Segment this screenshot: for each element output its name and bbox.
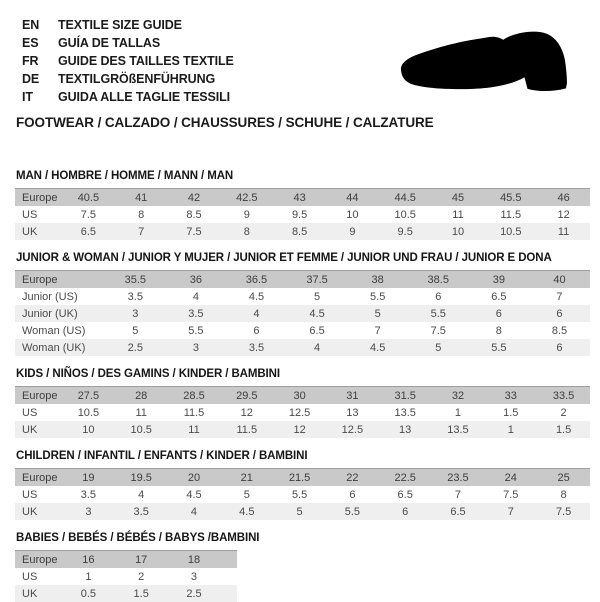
size-value: 6 xyxy=(529,305,590,322)
size-value: 5 xyxy=(408,339,469,356)
size-value: 2 xyxy=(537,404,590,421)
size-value: 23.5 xyxy=(432,469,485,487)
language-code: DE xyxy=(22,72,40,86)
size-value: 4.5 xyxy=(347,339,408,356)
size-value: 46 xyxy=(537,189,590,207)
size-value: 7.5 xyxy=(408,322,469,339)
size-value: 31.5 xyxy=(379,387,432,405)
size-value: 7.5 xyxy=(537,503,590,520)
size-value: 7.5 xyxy=(168,223,221,240)
language-code: IT xyxy=(22,90,33,104)
size-value: 6 xyxy=(529,339,590,356)
spacer-cell xyxy=(220,568,237,585)
size-value: 25 xyxy=(537,469,590,487)
size-value: 6 xyxy=(469,305,530,322)
size-table xyxy=(15,468,590,520)
language-label: TEXTILE SIZE GUIDE xyxy=(58,18,182,32)
size-value: 1 xyxy=(432,404,485,421)
size-value: 9 xyxy=(220,206,273,223)
size-value: 28 xyxy=(115,387,168,405)
size-value: 5.5 xyxy=(347,288,408,305)
size-value: 43 xyxy=(273,189,326,207)
size-value: 6.5 xyxy=(62,223,115,240)
size-value: 11.5 xyxy=(168,404,221,421)
size-value: 38.5 xyxy=(408,271,469,289)
size-table xyxy=(15,550,237,602)
size-value: 9 xyxy=(326,223,379,240)
size-table xyxy=(15,188,590,240)
language-label: TEXTILGRÖßENFÜHRUNG xyxy=(58,72,216,86)
size-value: 4 xyxy=(168,503,221,520)
size-value: 12.5 xyxy=(326,421,379,438)
row-label: US xyxy=(15,486,62,503)
row-label: Woman (UK) xyxy=(15,339,105,356)
size-value: 44 xyxy=(326,189,379,207)
size-value: 3.5 xyxy=(115,503,168,520)
size-value: 3.5 xyxy=(105,288,166,305)
section-title: CHILDREN / INFANTIL / ENFANTS / KINDER / BAMBINI xyxy=(16,450,308,462)
size-value: 20 xyxy=(168,469,221,487)
category-title: FOOTWEAR / CALZADO / CHAUSSURES / SCHUHE / CALZATURE xyxy=(16,115,434,130)
row-label: US xyxy=(15,404,62,421)
size-value: 42 xyxy=(168,189,221,207)
size-value: 4 xyxy=(287,339,348,356)
size-value: 5.5 xyxy=(166,322,227,339)
table-row xyxy=(15,568,237,585)
size-value: 4.5 xyxy=(168,486,221,503)
size-value: 35.5 xyxy=(105,271,166,289)
size-value: 6 xyxy=(379,503,432,520)
size-value: 4 xyxy=(166,288,227,305)
size-value: 22.5 xyxy=(379,469,432,487)
row-label: Junior (US) xyxy=(15,288,105,305)
size-value: 7.5 xyxy=(62,206,115,223)
row-label: Europe xyxy=(15,271,105,289)
size-value: 45.5 xyxy=(484,189,537,207)
table-row xyxy=(15,404,590,421)
size-value: 7 xyxy=(432,486,485,503)
size-value: 24 xyxy=(484,469,537,487)
size-value: 29.5 xyxy=(220,387,273,405)
size-value: 4.5 xyxy=(226,288,287,305)
size-value: 7.5 xyxy=(484,486,537,503)
size-value: 6 xyxy=(326,486,379,503)
size-value: 40.5 xyxy=(62,189,115,207)
size-value: 22 xyxy=(326,469,379,487)
table-row xyxy=(15,223,590,240)
size-value: 6.5 xyxy=(379,486,432,503)
size-value: 30 xyxy=(273,387,326,405)
table-row xyxy=(15,469,590,487)
size-value: 3.5 xyxy=(166,305,227,322)
size-value: 39 xyxy=(469,271,530,289)
size-value: 44.5 xyxy=(379,189,432,207)
size-value: 6 xyxy=(408,288,469,305)
size-value: 8 xyxy=(469,322,530,339)
size-value: 4 xyxy=(115,486,168,503)
size-value: 3 xyxy=(166,339,227,356)
table-row xyxy=(15,387,590,405)
language-code: EN xyxy=(22,18,40,32)
table-row xyxy=(15,206,590,223)
size-value: 8.5 xyxy=(273,223,326,240)
size-value: 1.5 xyxy=(484,404,537,421)
size-tables xyxy=(0,170,600,602)
size-value: 11 xyxy=(537,223,590,240)
page-header xyxy=(0,0,600,130)
table-row xyxy=(15,305,590,322)
size-value: 3 xyxy=(62,503,115,520)
size-value: 3.5 xyxy=(226,339,287,356)
size-table xyxy=(15,270,590,356)
language-label: GUIDA ALLE TAGLIE TESSILI xyxy=(58,90,231,104)
size-value: 3.5 xyxy=(62,486,115,503)
size-value: 32 xyxy=(432,387,485,405)
size-value: 13.5 xyxy=(432,421,485,438)
language-label: GUÍA DE TALLAS xyxy=(58,36,161,50)
size-value: 4 xyxy=(226,305,287,322)
size-value: 7 xyxy=(484,503,537,520)
size-value: 8 xyxy=(537,486,590,503)
size-value: 7 xyxy=(347,322,408,339)
table-row xyxy=(15,189,590,207)
dress-shoe-icon xyxy=(398,26,570,94)
table-row xyxy=(15,271,590,289)
size-value: 21.5 xyxy=(273,469,326,487)
size-value: 10.5 xyxy=(115,421,168,438)
size-value: 6.5 xyxy=(469,288,530,305)
size-value: 10.5 xyxy=(62,404,115,421)
size-value: 5 xyxy=(347,305,408,322)
size-value: 4.5 xyxy=(220,503,273,520)
size-value: 17 xyxy=(115,551,168,569)
size-value: 28.5 xyxy=(168,387,221,405)
size-value: 12 xyxy=(273,421,326,438)
table-row xyxy=(15,322,590,339)
size-value: 6.5 xyxy=(287,322,348,339)
row-label: US xyxy=(15,206,62,223)
size-value: 1.5 xyxy=(115,585,168,602)
size-value: 7 xyxy=(529,288,590,305)
size-value: 19 xyxy=(62,469,115,487)
size-value: 13.5 xyxy=(379,404,432,421)
size-value: 5.5 xyxy=(469,339,530,356)
size-value: 11.5 xyxy=(484,206,537,223)
size-value: 5 xyxy=(105,322,166,339)
size-value: 18 xyxy=(168,551,221,569)
size-section xyxy=(0,368,600,438)
size-value: 36.5 xyxy=(226,271,287,289)
size-value: 6.5 xyxy=(432,503,485,520)
row-label: UK xyxy=(15,223,62,240)
table-row xyxy=(15,486,590,503)
section-title: JUNIOR & WOMAN / JUNIOR Y MUJER / JUNIOR ET FEMME / JUNIOR UND FRAU / JUNIOR E DONA xyxy=(16,252,552,264)
size-value: 33.5 xyxy=(537,387,590,405)
size-value: 10 xyxy=(432,223,485,240)
size-value: 2.5 xyxy=(105,339,166,356)
size-value: 5.5 xyxy=(273,486,326,503)
row-label: US xyxy=(15,568,62,585)
size-value: 21 xyxy=(220,469,273,487)
size-value: 8.5 xyxy=(529,322,590,339)
table-row xyxy=(15,551,237,569)
spacer-cell xyxy=(220,551,237,569)
size-value: 27.5 xyxy=(62,387,115,405)
size-value: 1.5 xyxy=(537,421,590,438)
section-title: KIDS / NIÑOS / DES GAMINS / KINDER / BAMBINI xyxy=(16,368,280,380)
size-value: 40 xyxy=(529,271,590,289)
size-section xyxy=(0,450,600,520)
size-value: 5.5 xyxy=(326,503,379,520)
size-value: 8 xyxy=(115,206,168,223)
size-value: 4.5 xyxy=(287,305,348,322)
row-label: Europe xyxy=(15,469,62,487)
language-code: ES xyxy=(22,36,39,50)
size-value: 12 xyxy=(537,206,590,223)
row-label: UK xyxy=(15,421,62,438)
table-row xyxy=(15,421,590,438)
row-label: UK xyxy=(15,503,62,520)
size-value: 6 xyxy=(226,322,287,339)
size-value: 31 xyxy=(326,387,379,405)
size-value: 37.5 xyxy=(287,271,348,289)
table-row xyxy=(15,503,590,520)
size-value: 3 xyxy=(168,568,221,585)
language-code: FR xyxy=(22,54,39,68)
size-value: 13 xyxy=(326,404,379,421)
size-section xyxy=(0,252,600,356)
size-value: 5 xyxy=(287,288,348,305)
size-value: 13 xyxy=(379,421,432,438)
size-value: 11 xyxy=(168,421,221,438)
size-value: 41 xyxy=(115,189,168,207)
table-row xyxy=(15,339,590,356)
size-value: 1 xyxy=(62,568,115,585)
row-label: UK xyxy=(15,585,62,602)
spacer-cell xyxy=(220,585,237,602)
size-value: 42.5 xyxy=(220,189,273,207)
size-value: 10 xyxy=(326,206,379,223)
size-value: 1 xyxy=(484,421,537,438)
size-value: 38 xyxy=(347,271,408,289)
size-value: 2 xyxy=(115,568,168,585)
size-value: 11.5 xyxy=(220,421,273,438)
section-title: BABIES / BEBÉS / BÉBÉS / BABYS /BAMBINI xyxy=(16,532,260,544)
row-label: Junior (UK) xyxy=(15,305,105,322)
size-value: 9.5 xyxy=(379,223,432,240)
size-value: 19.5 xyxy=(115,469,168,487)
size-table xyxy=(15,386,590,438)
size-value: 12 xyxy=(220,404,273,421)
row-label: Europe xyxy=(15,189,62,207)
size-section xyxy=(0,170,600,240)
size-value: 0.5 xyxy=(62,585,115,602)
size-value: 12.5 xyxy=(273,404,326,421)
row-label: Europe xyxy=(15,551,62,569)
size-value: 5 xyxy=(273,503,326,520)
size-value: 9.5 xyxy=(273,206,326,223)
size-value: 33 xyxy=(484,387,537,405)
size-value: 10 xyxy=(62,421,115,438)
size-value: 45 xyxy=(432,189,485,207)
size-value: 5 xyxy=(220,486,273,503)
size-value: 3 xyxy=(105,305,166,322)
table-row xyxy=(15,288,590,305)
size-value: 11 xyxy=(432,206,485,223)
section-title: MAN / HOMBRE / HOMME / MANN / MAN xyxy=(16,170,234,182)
size-value: 36 xyxy=(166,271,227,289)
size-value: 5.5 xyxy=(408,305,469,322)
row-label: Woman (US) xyxy=(15,322,105,339)
size-value: 8.5 xyxy=(168,206,221,223)
size-value: 10.5 xyxy=(379,206,432,223)
size-value: 16 xyxy=(62,551,115,569)
table-row xyxy=(15,585,237,602)
language-label: GUIDE DES TAILLES TEXTILE xyxy=(58,54,234,68)
size-value: 7 xyxy=(115,223,168,240)
size-value: 2.5 xyxy=(168,585,221,602)
size-value: 10.5 xyxy=(484,223,537,240)
size-value: 11 xyxy=(115,404,168,421)
row-label: Europe xyxy=(15,387,62,405)
size-section xyxy=(0,532,600,602)
size-value: 8 xyxy=(220,223,273,240)
